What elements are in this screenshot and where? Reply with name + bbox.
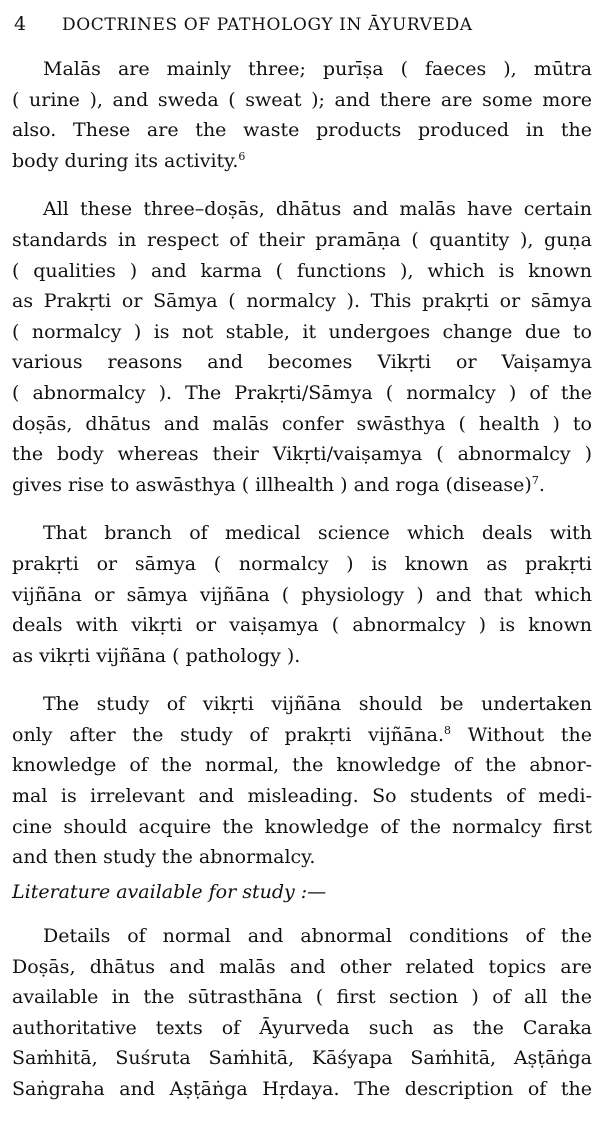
text-line: All these three–doṣās, dhātus and malās have certain [43,198,592,221]
paragraph-study-order [12,689,592,873]
paragraph-literature [12,921,592,1105]
paragraph-malas [12,54,592,176]
text-line [12,470,592,501]
text-line: cine should acquire the knowledge of the normalcy first [12,815,592,838]
text-line: ( qualities ) and karma ( functions ), which is known [12,259,592,282]
text-line: The study of vikṛti vijñāna should be undertaken [43,693,592,716]
text-line: authoritative texts of Āyurveda such as the Caraka [12,1016,592,1039]
text-line: Doṣās, dhātus and malās and other related topics are [12,955,592,978]
text-line: also. These are the waste products produced in the [12,119,592,142]
text-line: ( urine ), and sweda ( sweat ); and there are some more [12,88,592,111]
page-header [14,10,589,38]
text-line: available in the sūtrasthāna ( first section ) of all the [12,986,592,1009]
running-head: DOCTRINES OF PATHOLOGY IN ĀYURVEDA [62,15,473,35]
text-line: ( abnormalcy ). The Prakṛti/Sāmya ( normalcy ) of the [12,381,592,404]
text-line: as vikṛti vijñāna ( pathology ). [12,644,301,667]
text-line: various reasons and becomes Vikṛti or Vaiṣamya [12,351,592,374]
text-line [12,146,592,177]
text-line-content: gives rise to aswāsthya ( illhealth ) and roga (disease) [12,473,532,496]
page-number: 4 [14,13,27,35]
text-line-content: only after the study of prakṛti vijñāna. [12,723,444,746]
text-line: standards in respect of their pramāṇa ( quantity ), guṇa [12,228,592,251]
text-line: Saṅgraha and Aṣṭāṅga Hṛdaya. The description of the [12,1077,592,1100]
paragraph-branches [12,518,592,671]
text-line: and then study the abnormalcy. [12,846,316,869]
text-line: knowledge of the normal, the knowledge of the abnor- [12,754,592,777]
text-line: Malās are mainly three; purīṣa ( faeces ), mūtra [43,58,592,80]
text-line: vijñāna or sāmya vijñāna ( physiology ) and that which [12,583,592,606]
text-line: as Prakṛti or Sāmya ( normalcy ). This prakṛti or sāmya [12,290,592,313]
text-line-content: body during its activity. [12,149,239,172]
text-line: mal is irrelevant and misleading. So students of medi- [12,785,592,808]
text-line-continuation: Without the [450,723,592,746]
text-line: doṣās, dhātus and malās confer swāsthya ( health ) to [12,412,592,435]
text-line: Details of normal and abnormal conditions of the [43,925,592,947]
footnote-marker: 7 [531,473,539,487]
text-line: the body whereas their Vikṛti/vaiṣamya ( abnormalcy ) [12,443,592,466]
text-line: prakṛti or sāmya ( normalcy ) is known as prakṛti [12,552,592,575]
sentence-end: . [538,473,545,496]
text-line: That branch of medical science which deals with [43,522,592,545]
paragraph-prakrti-samya [12,194,592,500]
text-line [12,720,592,751]
footnote-marker: 6 [238,149,246,163]
text-line: ( normalcy ) is not stable, it undergoes change due to [12,320,592,343]
body-text [12,54,592,891]
section-heading: Literature available for study :— [12,881,327,903]
text-line: deals with vikṛti or vaiṣamya ( abnormalcy ) is known [12,614,592,637]
body-text-continued [12,921,592,1123]
footnote-marker: 8 [443,723,451,737]
text-line: Saṁhitā, Suśruta Saṁhitā, Kāśyapa Saṁhitā, Aṣṭāṅga [12,1047,592,1070]
